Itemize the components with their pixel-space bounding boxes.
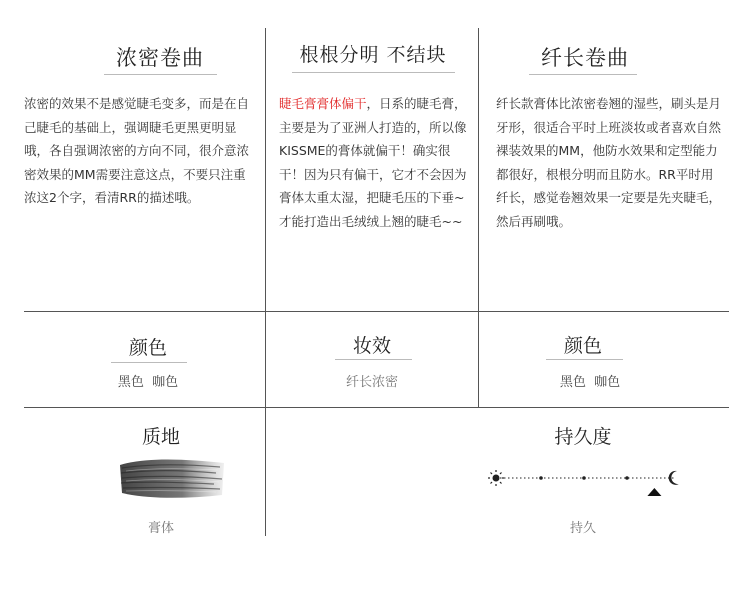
column-title-separated: 根根分明 不结块 bbox=[299, 44, 447, 66]
column-title-dense-curl: 浓密卷曲 bbox=[116, 46, 204, 70]
cell-title-rule bbox=[111, 362, 187, 363]
column-paragraph-separated bbox=[279, 92, 472, 234]
column-title-long-curl: 纤长卷曲 bbox=[541, 46, 629, 70]
highlight-text: 睫毛膏膏体偏干 bbox=[279, 96, 367, 111]
row-divider-2 bbox=[24, 407, 729, 408]
cell-title-rule bbox=[335, 359, 412, 360]
texture-title: 质地 bbox=[141, 426, 180, 448]
effect-value: 纤长浓密 bbox=[345, 375, 398, 390]
column-title-rule bbox=[292, 72, 455, 73]
column-paragraph-long-curl: 纤长款膏体比浓密卷翘的湿些，刷头是月牙形，很适合平时上班淡妆或者喜欢自然裸装效果的MM，他防水效果和定型能力都很好，根根分明而且防水。RR平时用纤长，感觉卷翘效果一定要是先夹睫毛，然后再刷哦。 bbox=[496, 96, 722, 229]
color-title-right: 颜色 bbox=[563, 335, 602, 357]
texture-swatch-image bbox=[116, 453, 228, 503]
durability-title: 持久度 bbox=[554, 426, 612, 448]
column-paragraph-dense-curl: 浓密的效果不是感觉睫毛变多，而是在自己睫毛的基础上，强调睫毛更黑更明显哦，各自强调浓密的方向不同，很介意浓密效果的MM需要注意这点，不要只注重浓这2个字，看清RR的描述哦。 bbox=[24, 96, 250, 206]
column-divider-1 bbox=[265, 28, 266, 536]
durability-scale-graphic bbox=[488, 466, 684, 500]
durability-value: 持久 bbox=[569, 521, 596, 536]
triangle-marker-icon bbox=[647, 488, 661, 496]
moon-icon bbox=[669, 471, 679, 485]
color-value: 黑色 咖色 bbox=[117, 375, 179, 390]
row-divider-1 bbox=[24, 311, 729, 312]
color-title: 颜色 bbox=[128, 337, 167, 359]
column-divider-2 bbox=[478, 28, 479, 408]
effect-title: 妆效 bbox=[352, 335, 391, 357]
paragraph-rest: ，日系的睫毛膏，主要是为了亚洲人打造的，所以像KISSME的膏体就偏干！确实很干！因为只有偏干，它才不会因为膏体太重太湿，把睫毛压的下垂~才能打造出毛绒绒上翘的睫毛~~ bbox=[279, 96, 467, 229]
durability-scale bbox=[488, 466, 684, 500]
cell-title-rule bbox=[546, 359, 623, 360]
sun-icon bbox=[488, 470, 504, 486]
column-title-rule bbox=[104, 74, 217, 75]
texture-value: 膏体 bbox=[147, 521, 174, 536]
column-title-rule bbox=[529, 74, 637, 75]
color-value-right: 黑色 咖色 bbox=[559, 375, 621, 390]
